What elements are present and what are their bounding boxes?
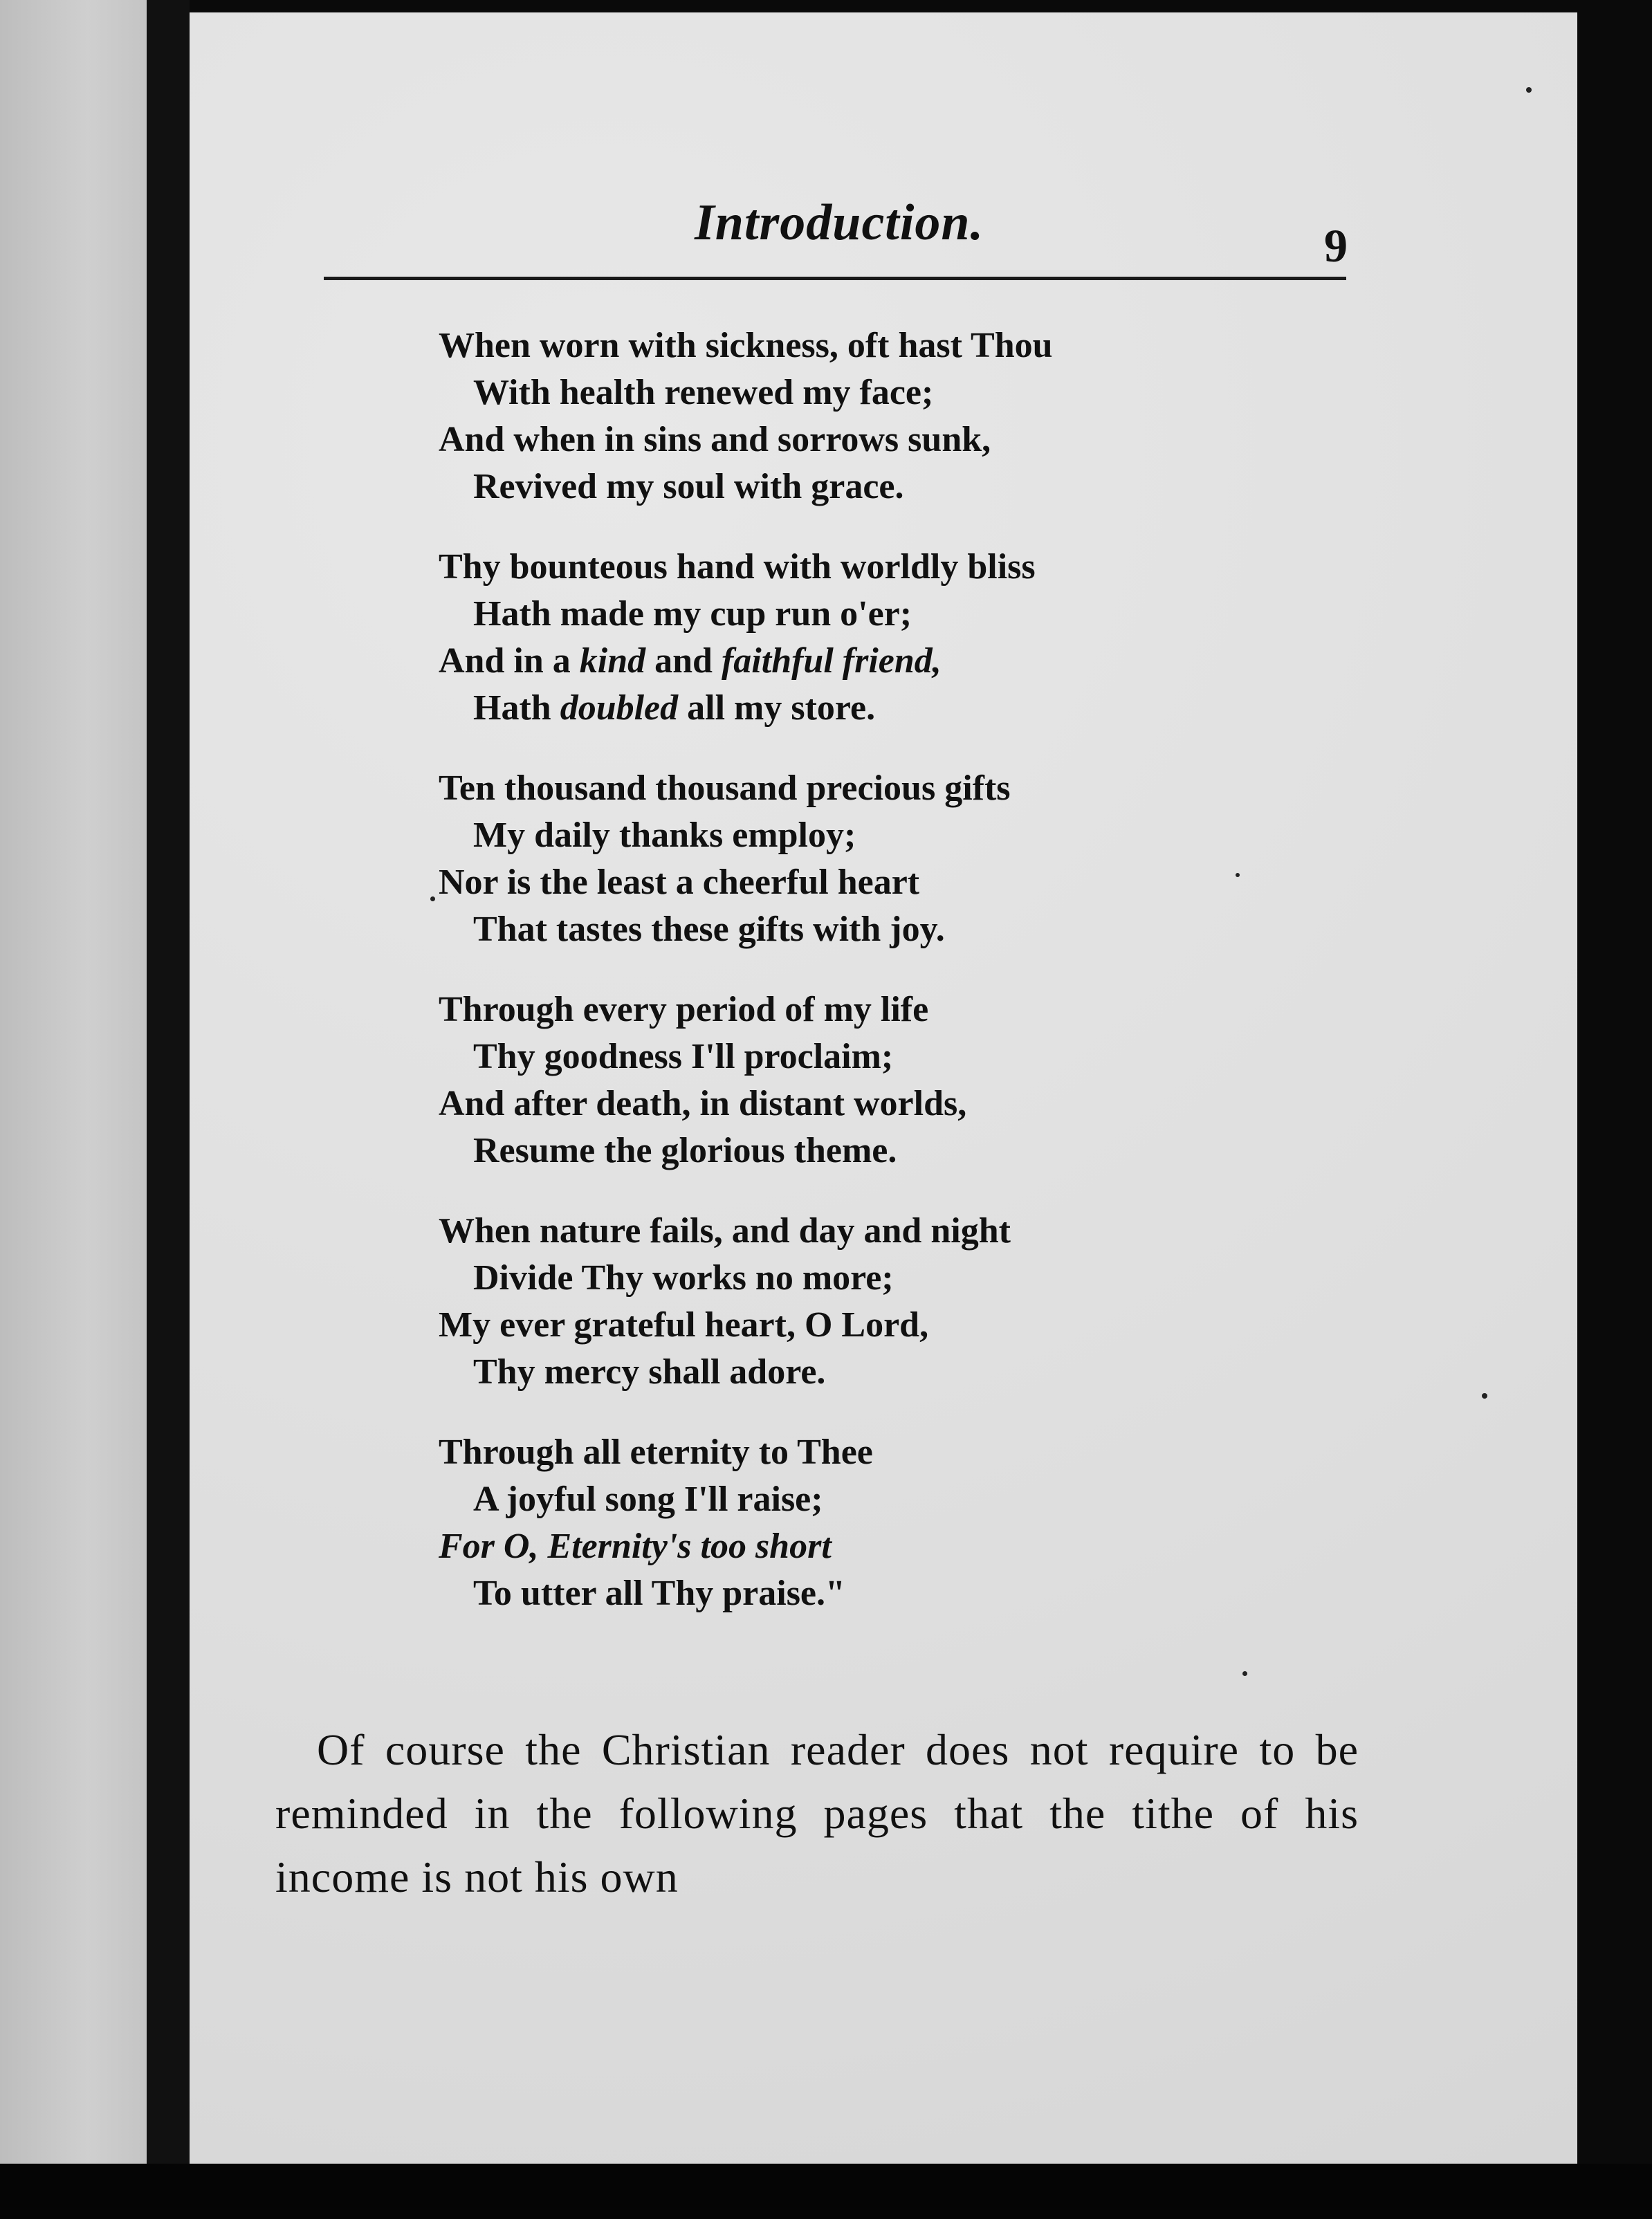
poem-line: When worn with sickness, oft hast Thou xyxy=(439,326,1053,365)
stanza xyxy=(439,322,1200,510)
poem-line-segment: all my store. xyxy=(678,688,876,728)
scan-speck xyxy=(430,896,435,901)
poem-line: Through every period of my life xyxy=(439,990,929,1029)
scan-speck xyxy=(1236,873,1240,877)
scan-border xyxy=(1577,0,1652,2219)
scan-border xyxy=(0,2164,1652,2219)
poem xyxy=(439,322,1200,1650)
poem-line: Hath made my cup run o'er; xyxy=(473,594,912,634)
stanza xyxy=(439,1429,1200,1617)
page-number: 9 xyxy=(1324,219,1348,272)
poem-line: Revived my soul with grace. xyxy=(473,467,904,506)
poem-line: With health renewed my face; xyxy=(473,373,934,412)
poem-line: Thy bounteous hand with worldly bliss xyxy=(439,547,1036,587)
body-paragraph: Of course the Christian reader does not require to be reminded in the following pages that the tithe of his income is not his own xyxy=(275,1725,1359,1902)
poem-line: Divide Thy works no more; xyxy=(473,1258,894,1298)
scan-speck xyxy=(1482,1393,1487,1399)
poem-line-segment: And in a xyxy=(439,641,580,681)
poem-line: Through all eternity to Thee xyxy=(439,1433,873,1472)
poem-line: Ten thousand thousand precious gifts xyxy=(439,768,1011,808)
poem-line: That tastes these gifts with joy. xyxy=(473,910,945,949)
poem-line: A joyful song I'll raise; xyxy=(473,1480,823,1519)
stanza xyxy=(439,544,1200,732)
poem-line: Resume the glorious theme. xyxy=(473,1131,897,1170)
book-gutter xyxy=(147,0,190,2219)
poem-line xyxy=(439,685,1200,732)
stanza xyxy=(439,765,1200,953)
poem-line-segment: Hath xyxy=(473,688,560,728)
running-title: Introduction. xyxy=(695,194,984,251)
poem-line: Thy goodness I'll proclaim; xyxy=(473,1037,894,1076)
poem-line: And after death, in distant worlds, xyxy=(439,1084,967,1123)
scan-speck xyxy=(1242,1671,1247,1676)
poem-line-emphasis: faithful friend, xyxy=(721,641,942,681)
adjacent-page-edge xyxy=(0,0,147,2219)
poem-line: When nature fails, and day and night xyxy=(439,1211,1011,1251)
poem-line: For O, Eternity's too short xyxy=(439,1527,832,1566)
poem-line-segment: and xyxy=(645,641,722,681)
stanza xyxy=(439,1208,1200,1396)
poem-line xyxy=(439,638,1200,685)
poem-line: Nor is the least a cheerful heart xyxy=(439,863,920,902)
poem-line: My daily thanks employ; xyxy=(473,816,856,855)
poem-line: Thy mercy shall adore. xyxy=(473,1352,826,1392)
poem-line-emphasis: kind xyxy=(579,641,646,681)
book-page xyxy=(190,12,1577,2164)
poem-line: To utter all Thy praise." xyxy=(473,1574,845,1613)
poem-line-emphasis: doubled xyxy=(560,688,679,728)
header-rule xyxy=(324,277,1346,280)
scan-speck xyxy=(1526,87,1532,93)
poem-line: My ever grateful heart, O Lord, xyxy=(439,1305,929,1345)
stanza xyxy=(439,986,1200,1175)
poem-line: And when in sins and sorrows sunk, xyxy=(439,420,991,459)
